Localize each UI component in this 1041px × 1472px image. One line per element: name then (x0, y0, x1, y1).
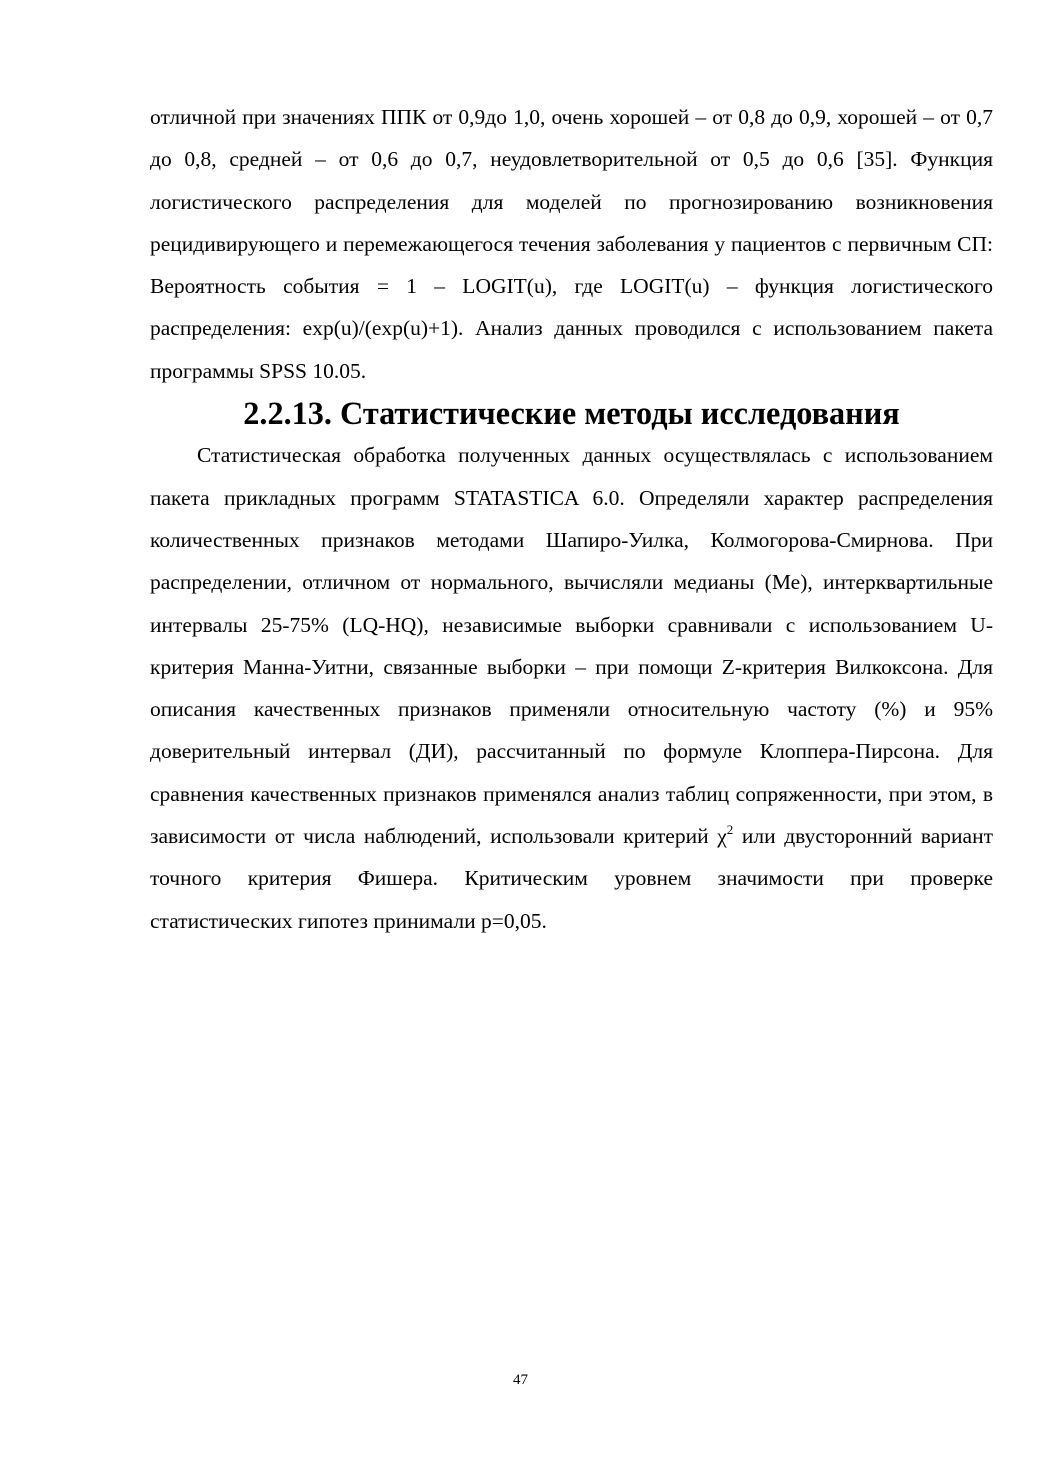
paragraph-statistical-methods-part-1: Статистическая обработка полученных данных осуществлялась с использованием пакета прикладных программ STATASTICA 6.0. Определяли характер распределения количественных признаков методами Шапиро-Уилка, Колмогорова-Смирнова. При распределении, отличном от нормального, вычисляли медианы (Ме), интерквартильные интервалы 25-75% (LQ-HQ), независимые выборки сравнивали с использованием U-критерия Манна-Уитни, связанные выборки – при помощи Z-критерия Вилкоксона. Для описания качественных признаков применяли относительную частоту (%) и 95% доверительный интервал (ДИ), рассчитанный по формуле Клоппера-Пирсона. Для сравнения качественных признаков применялся анализ таблиц сопряженности, при этом, в зависимости от числа наблюдений, использовали критерий χ (150, 443, 993, 849)
body-text (150, 96, 993, 942)
paragraph-statistical-methods (150, 434, 993, 942)
paragraph-statistical-methods-part-2: или двусторонний вариант точного критерия Фишера. Критическим уровнем значимости при проверке статистических гипотез принимали p=0,05. (150, 824, 993, 933)
chi-square-superscript: 2 (726, 822, 734, 838)
page-number: 47 (513, 1372, 528, 1388)
paragraph-logistic-model: отличной при значениях ППК от 0,9до 1,0, очень хорошей – от 0,8 до 0,9, хорошей – от 0,7 до 0,8, средней – от 0,6 до 0,7, неудовлетворительной от 0,5 до 0,6 [35]. Функция логистического распределения для моделей по прогнозированию возникновения рецидивирующего и перемежающегося течения заболевания у пациентов с первичным СП: Вероятность события = 1 – LOGIT(u), где LOGIT(u) – функция логистического распределения: exp(u)/(exp(u)+1). Анализ данных проводился с использованием пакета программы SPSS 10.05. (150, 105, 993, 383)
section-heading: 2.2.13. Статистические методы исследования (243, 395, 900, 432)
